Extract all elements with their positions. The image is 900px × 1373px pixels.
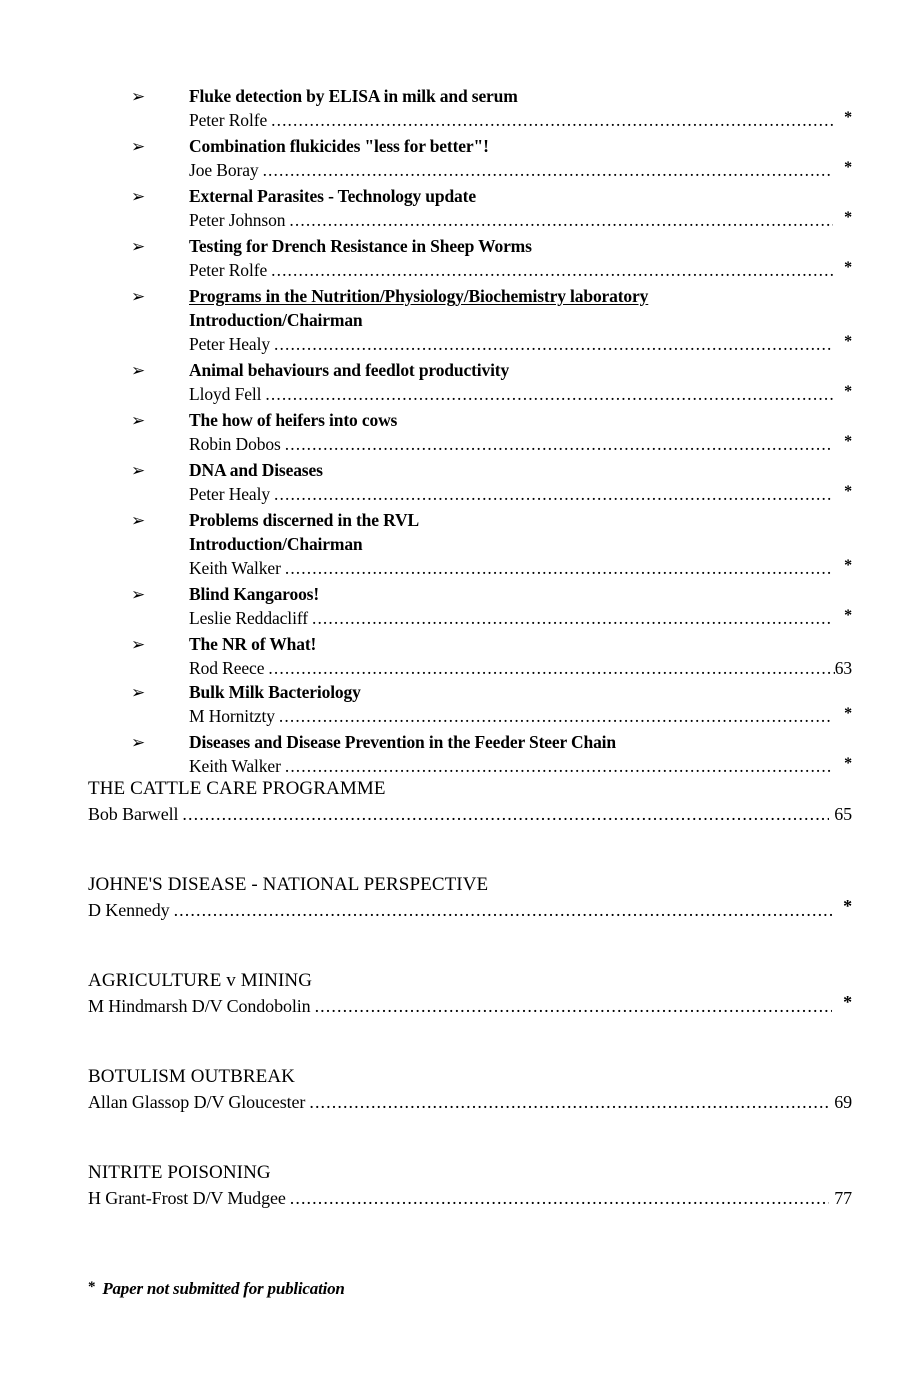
toc-author-line bbox=[189, 332, 852, 358]
toc-section-title: JOHNE'S DISEASE - NATIONAL PERSPECTIVE bbox=[88, 874, 489, 895]
toc-author-line bbox=[189, 108, 852, 134]
not-submitted-asterisk-icon: * bbox=[844, 383, 852, 400]
page-number: 63 bbox=[834, 658, 852, 678]
arrowhead-bullet-icon: ➢ bbox=[131, 683, 146, 703]
author-name: Leslie Reddacliff bbox=[189, 608, 308, 628]
dot-leader bbox=[290, 1186, 829, 1211]
arrowhead-bullet-icon: ➢ bbox=[131, 585, 146, 605]
arrowhead-bullet-icon: ➢ bbox=[131, 733, 146, 753]
not-submitted-asterisk-icon: * bbox=[844, 259, 852, 276]
not-submitted-asterisk-icon: * bbox=[843, 896, 852, 916]
arrowhead-bullet-icon: ➢ bbox=[131, 187, 146, 207]
page-number: 65 bbox=[834, 804, 852, 824]
toc-entry[interactable] bbox=[0, 284, 900, 358]
arrowhead-bullet-icon: ➢ bbox=[131, 237, 146, 257]
dot-leader bbox=[285, 556, 833, 580]
toc-author-line bbox=[88, 802, 852, 827]
toc-author-line bbox=[88, 1186, 852, 1211]
not-submitted-asterisk-icon: * bbox=[844, 483, 852, 500]
toc-section[interactable] bbox=[0, 1160, 900, 1211]
dot-leader bbox=[309, 1090, 829, 1115]
dot-leader bbox=[274, 332, 833, 356]
toc-author-line bbox=[189, 208, 852, 234]
author-name: Rod Reece bbox=[189, 658, 265, 678]
dot-leader bbox=[289, 208, 833, 232]
author-name: Peter Healy bbox=[189, 334, 271, 354]
not-submitted-asterisk-icon: * bbox=[844, 607, 852, 624]
toc-entry[interactable] bbox=[0, 358, 900, 408]
toc-author-line bbox=[88, 898, 852, 923]
not-submitted-asterisk-icon: * bbox=[844, 705, 852, 722]
dot-leader bbox=[265, 382, 833, 406]
toc-entry[interactable] bbox=[0, 184, 900, 234]
toc-author-line bbox=[189, 556, 852, 582]
arrowhead-bullet-icon: ➢ bbox=[131, 287, 146, 307]
not-submitted-asterisk-icon: * bbox=[844, 159, 852, 176]
toc-entry[interactable] bbox=[0, 582, 900, 632]
footnote bbox=[88, 1279, 345, 1299]
author-name: Peter Rolfe bbox=[189, 110, 268, 130]
author-name: Joe Boray bbox=[189, 160, 259, 180]
toc-entry-title: Problems discerned in the RVL bbox=[189, 510, 419, 530]
toc-author-line bbox=[189, 704, 852, 730]
not-submitted-asterisk-icon: * bbox=[844, 433, 852, 450]
toc-section[interactable] bbox=[0, 872, 900, 923]
author-name: Peter Rolfe bbox=[189, 260, 268, 280]
toc-entry[interactable] bbox=[0, 84, 900, 134]
toc-entry[interactable] bbox=[0, 458, 900, 508]
dot-leader bbox=[271, 108, 833, 132]
toc-entry-title: Combination flukicides "less for better"! bbox=[189, 136, 489, 156]
footnote-text: Paper not submitted for publication bbox=[102, 1279, 345, 1298]
toc-author-line bbox=[189, 656, 852, 680]
dot-leader bbox=[285, 754, 833, 778]
toc-entry[interactable] bbox=[0, 134, 900, 184]
page-number: 77 bbox=[834, 1188, 852, 1208]
dot-leader bbox=[174, 898, 833, 923]
dot-leader bbox=[263, 158, 834, 182]
toc-author-line bbox=[88, 1090, 852, 1115]
author-name: M Hornitzty bbox=[189, 706, 275, 726]
toc-entry-title: Bulk Milk Bacteriology bbox=[189, 682, 361, 702]
arrowhead-bullet-icon: ➢ bbox=[131, 361, 146, 381]
toc-section[interactable] bbox=[0, 776, 900, 827]
toc-entry[interactable] bbox=[0, 234, 900, 284]
author-name: Lloyd Fell bbox=[189, 384, 262, 404]
toc-section[interactable] bbox=[0, 968, 900, 1019]
author-name: D Kennedy bbox=[88, 900, 170, 920]
not-submitted-asterisk-icon: * bbox=[844, 557, 852, 574]
toc-entry-title: Animal behaviours and feedlot productivity bbox=[189, 360, 510, 380]
arrowhead-bullet-icon: ➢ bbox=[131, 461, 146, 481]
dot-leader bbox=[268, 656, 834, 680]
author-name: H Grant-Frost D/V Mudgee bbox=[88, 1188, 286, 1208]
toc-entry[interactable] bbox=[0, 680, 900, 730]
toc-entry-subtitle: Introduction/Chairman bbox=[189, 534, 363, 554]
dot-leader bbox=[182, 802, 829, 827]
toc-entry-title: Testing for Drench Resistance in Sheep Worms bbox=[189, 236, 532, 256]
toc-bulleted-list bbox=[0, 84, 900, 780]
toc-section-title: BOTULISM OUTBREAK bbox=[88, 1066, 296, 1087]
toc-section-title: AGRICULTURE v MINING bbox=[88, 970, 313, 991]
arrowhead-bullet-icon: ➢ bbox=[131, 511, 146, 531]
dot-leader bbox=[274, 482, 833, 506]
toc-entry-title: External Parasites - Technology update bbox=[189, 186, 476, 206]
dot-leader bbox=[271, 258, 833, 282]
toc-author-line bbox=[88, 994, 852, 1019]
author-name: M Hindmarsh D/V Condobolin bbox=[88, 996, 311, 1016]
dot-leader bbox=[315, 994, 833, 1019]
arrowhead-bullet-icon: ➢ bbox=[131, 87, 146, 107]
toc-entry-title: Fluke detection by ELISA in milk and serum bbox=[189, 86, 518, 106]
toc-entry-title: The how of heifers into cows bbox=[189, 410, 398, 430]
not-submitted-asterisk-icon: * bbox=[844, 109, 852, 126]
toc-entry-title: Diseases and Disease Prevention in the Feeder Steer Chain bbox=[189, 732, 616, 752]
toc-entry[interactable] bbox=[0, 730, 900, 780]
toc-author-line bbox=[189, 258, 852, 284]
toc-author-line bbox=[189, 432, 852, 458]
author-name: Robin Dobos bbox=[189, 434, 281, 454]
page-number: 69 bbox=[834, 1092, 852, 1112]
toc-entry[interactable] bbox=[0, 508, 900, 582]
toc-section[interactable] bbox=[0, 1064, 900, 1115]
toc-author-line bbox=[189, 158, 852, 184]
author-name: Keith Walker bbox=[189, 756, 281, 776]
toc-entry-subtitle: Introduction/Chairman bbox=[189, 310, 363, 330]
arrowhead-bullet-icon: ➢ bbox=[131, 137, 146, 157]
toc-author-line bbox=[189, 606, 852, 632]
toc-entry-title: Programs in the Nutrition/Physiology/Biochemistry laboratory bbox=[189, 286, 649, 306]
toc-entry-title: DNA and Diseases bbox=[189, 460, 323, 480]
toc-entry-title: The NR of What! bbox=[189, 634, 317, 654]
author-name: Peter Johnson bbox=[189, 210, 286, 230]
author-name: Bob Barwell bbox=[88, 804, 179, 824]
author-name: Allan Glassop D/V Gloucester bbox=[88, 1092, 306, 1112]
dot-leader bbox=[312, 606, 833, 630]
author-name: Keith Walker bbox=[189, 558, 281, 578]
toc-entry-title: Blind Kangaroos! bbox=[189, 584, 320, 604]
not-submitted-asterisk-icon: * bbox=[843, 992, 852, 1012]
not-submitted-asterisk-icon: * bbox=[844, 755, 852, 772]
footnote-asterisk-icon: * bbox=[88, 1279, 96, 1295]
not-submitted-asterisk-icon: * bbox=[844, 209, 852, 226]
dot-leader bbox=[285, 432, 833, 456]
toc-author-line bbox=[189, 382, 852, 408]
toc-author-line bbox=[189, 482, 852, 508]
arrowhead-bullet-icon: ➢ bbox=[131, 635, 146, 655]
toc-section-title: NITRITE POISONING bbox=[88, 1162, 271, 1183]
toc-section-title: THE CATTLE CARE PROGRAMME bbox=[88, 778, 386, 799]
toc-entry[interactable] bbox=[0, 408, 900, 458]
toc-section-list bbox=[0, 776, 900, 1256]
toc-entry[interactable] bbox=[0, 632, 900, 680]
arrowhead-bullet-icon: ➢ bbox=[131, 411, 146, 431]
author-name: Peter Healy bbox=[189, 484, 271, 504]
not-submitted-asterisk-icon: * bbox=[844, 333, 852, 350]
dot-leader bbox=[279, 704, 833, 728]
